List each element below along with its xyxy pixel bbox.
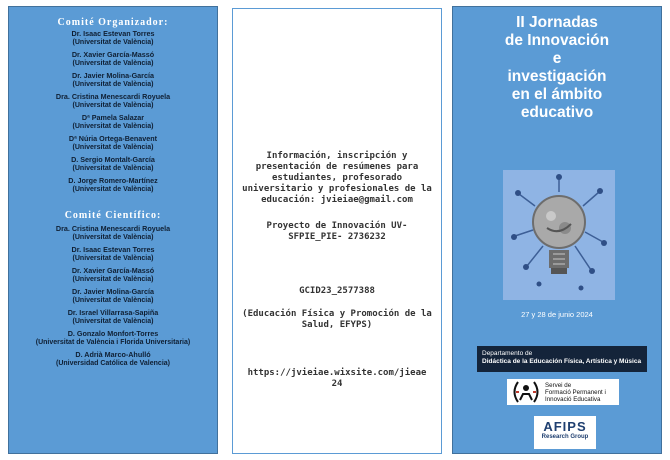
committees-panel: [8, 6, 218, 454]
registration-info: Información, inscripción y presentación de resúmenes para estudiantes, profesorado universitario y profesionales de la educación: jvieiae@gmail.com: [242, 151, 432, 205]
scientific-member-affiliation: (Universitat de València): [72, 297, 154, 304]
sfpie-logo: [507, 379, 619, 405]
research-group-name: (Educación Física y Promoción de la Salud, EFYPS): [242, 309, 432, 330]
scientific-member-name: Dra. Cristina Menescardi Royuela: [55, 224, 171, 233]
event-title: [453, 14, 661, 122]
event-title-line: de Innovación: [504, 32, 610, 49]
afips-logo: [534, 416, 596, 449]
cover-panel: [452, 6, 662, 454]
scientific-member-name: D. Gonzalo Monfort-Torres: [67, 329, 159, 338]
organizing-member-name: Dr. Xavier García-Massó: [71, 50, 155, 59]
event-title-line: educativo: [520, 104, 594, 121]
sfpie-logo-text: [545, 382, 606, 403]
organizing-member-name: D. Sergio Montalt-García: [71, 155, 155, 164]
scientific-member-affiliation: (Universidad Católica de Valencia): [56, 360, 170, 367]
scientific-committee-list: [9, 224, 217, 368]
organizing-member-name: Dr. Javier Molina-García: [72, 71, 154, 80]
organizing-member-affiliation: (Universitat de València): [72, 39, 154, 46]
organizing-member-name: Dra. Cristina Menescardi Royuela: [55, 92, 171, 101]
website-link[interactable]: https://jvieiae.wixsite.com/jieae 24: [247, 368, 427, 389]
gcid-code: GCID23_2577388: [299, 286, 375, 296]
scientific-member-name: Dr. Xavier García-Massó: [71, 266, 155, 275]
organizing-member-affiliation: (Universitat de València): [72, 81, 154, 88]
scientific-member-name: Dr. Javier Molina-García: [72, 287, 154, 296]
afips-logo-name: AFIPS: [543, 419, 587, 434]
organizing-member-name: Dª Núria Ortega-Benavent: [68, 134, 158, 143]
scientific-member-affiliation: (Universitat de València): [72, 318, 154, 325]
organizing-member-affiliation: (Universitat de València): [72, 60, 154, 67]
sfpie-logo-line: Formació Permanent i: [545, 389, 606, 396]
sfpie-logo-line: Servei de: [545, 382, 572, 389]
project-code: Proyecto de Innovación UV-SFPIE_PIE- 2736232: [266, 221, 408, 242]
organizing-committee-list: [9, 29, 217, 194]
organizing-member-affiliation: (Universitat de València): [72, 186, 154, 193]
organizing-member-affiliation: (Universitat de València): [72, 102, 154, 109]
event-title-line: II Jornadas: [516, 14, 598, 31]
event-dates: 27 y 28 de junio 2024: [521, 310, 593, 319]
organizing-member-name: D. Jorge Romero-Martínez: [68, 176, 158, 185]
lightbulb-illustration: [503, 170, 615, 300]
organizing-committee-heading: Comité Organizador:: [57, 17, 169, 28]
event-title-line: investigación: [507, 68, 607, 85]
department-label: Departamento de: [482, 350, 533, 357]
department-name: Didáctica de la Educación Física, Artística y Música: [482, 358, 642, 365]
scientific-member-name: Dr. Isaac Estevan Torres: [71, 245, 155, 254]
scientific-member-affiliation: (Universitat de València i Florida Universitaria): [35, 339, 191, 346]
scientific-member-name: D. Adrià Marco-Ahulló: [75, 350, 151, 359]
event-title-line: e: [552, 50, 562, 67]
department-banner: [477, 346, 647, 372]
info-panel: [232, 8, 442, 454]
scientific-committee-heading: Comité Científico:: [64, 210, 162, 221]
event-title-line: en el ámbito: [511, 86, 603, 103]
lightbulb-icon: [533, 196, 585, 274]
scientific-member-affiliation: (Universitat de València): [72, 276, 154, 283]
organizing-member-affiliation: (Universitat de València): [72, 165, 154, 172]
organizing-member-name: Dª Pamela Salazar: [81, 113, 145, 122]
organizing-member-affiliation: (Universitat de València): [72, 144, 154, 151]
scientific-member-affiliation: (Universitat de València): [72, 255, 154, 262]
scientific-member-name: Dr. Israel Villarrasa-Sapiña: [67, 308, 159, 317]
sfpie-emblem-icon: [509, 379, 543, 405]
scientific-member-affiliation: (Universitat de València): [72, 234, 154, 241]
organizing-member-affiliation: (Universitat de València): [72, 123, 154, 130]
afips-logo-subtitle: Research Group: [541, 434, 589, 440]
sfpie-logo-line: Innovació Educativa: [545, 396, 601, 403]
organizing-member-name: Dr. Isaac Estevan Torres: [71, 29, 155, 38]
